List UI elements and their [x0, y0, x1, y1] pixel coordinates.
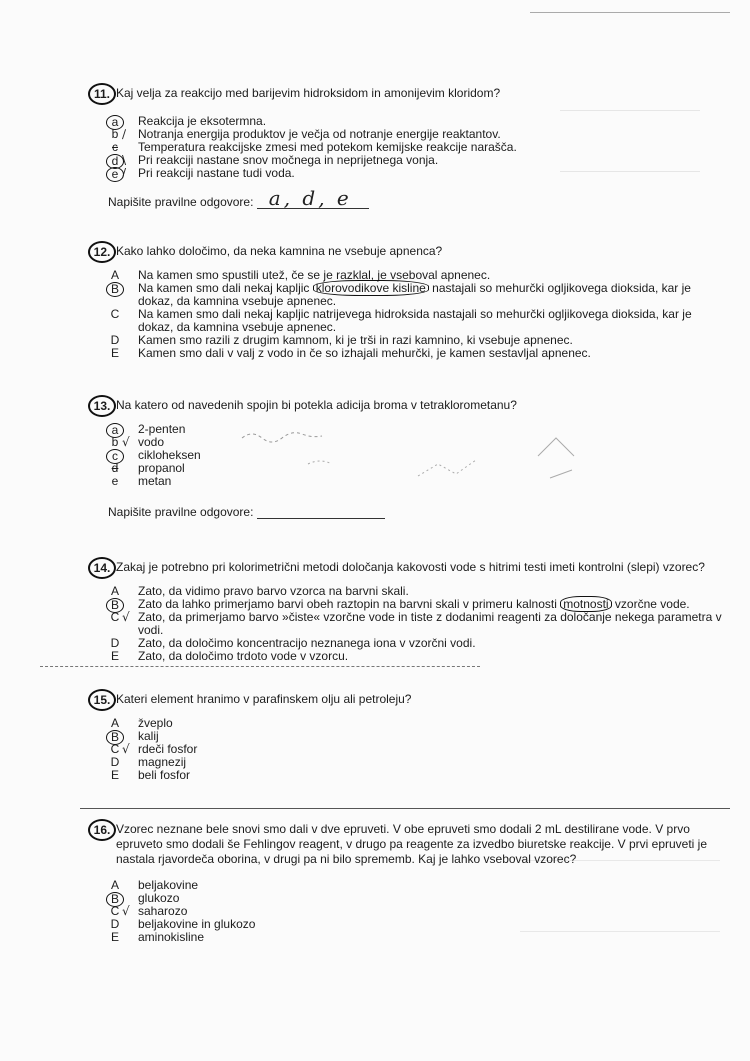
question-12-text	[88, 244, 728, 259]
question-stem: Vzorec neznane bele snovi smo dali v dve epruveti. V obe epruveti smo dodali 2 mL destilirane vode. V prvo epruveto smo dodali še Fehlingov reagent, v drugo pa reagente za izvedbo biuretske reakcije. V prvi epruveti je nastala rjavordeča oborina, v drugi pa ni bilo sprememb. Kaj je lahko vseboval vzorec?	[116, 822, 708, 866]
option-letter: B	[106, 730, 124, 745]
answer-label: Napišite pravilne odgovore:	[108, 505, 254, 519]
circled-phrase: klorovodikove kisline	[313, 280, 429, 296]
option-c[interactable]	[108, 308, 728, 334]
option-b[interactable]	[108, 730, 728, 743]
option-letter: E	[110, 346, 119, 360]
option-letter: B	[106, 282, 124, 297]
option-letter: e	[106, 167, 124, 182]
option-e[interactable]	[108, 650, 728, 663]
option-letter: b	[111, 127, 119, 141]
option-letter: D	[110, 755, 120, 769]
option-text: magnezij	[138, 755, 187, 769]
option-letter: C	[110, 742, 120, 756]
option-letter: A	[110, 584, 119, 598]
option-letter: D	[110, 333, 120, 347]
option-letter: a	[106, 115, 124, 130]
option-text: cikloheksen	[138, 448, 201, 462]
option-c[interactable]	[108, 611, 728, 637]
option-text: rdeči fosfor	[138, 742, 198, 756]
option-e[interactable]	[108, 931, 728, 944]
option-text: aminokisline	[138, 930, 205, 944]
option-text-after: nastajali so mehurčki ogljikovega dioksida, kar je dokaz, da kamnina vsebuje apnenec.	[138, 281, 691, 308]
option-text: Na kamen smo spustili utež, če se je razklal, je vseboval apnenec.	[138, 268, 491, 282]
handwritten-answer: a, d, e	[268, 186, 352, 210]
option-letter: a	[106, 423, 124, 438]
question-14-text	[88, 560, 728, 575]
option-text-after: vzorčne vode.	[614, 597, 690, 611]
checkmark-icon: √	[122, 904, 130, 918]
question-number: 16.	[88, 819, 116, 841]
question-14	[88, 560, 728, 663]
option-text: beljakovine in glukozo	[138, 917, 256, 931]
question-stem: Kako lahko določimo, da neka kamnina ne vsebuje apnenca?	[116, 244, 443, 258]
question-12	[88, 244, 728, 360]
option-text-before: Zato da lahko primerjamo barvi obeh raztopin na barvni skali v primeru kalnosti	[138, 597, 557, 611]
option-text-before: Na kamen smo dali nekaj kapljic	[138, 281, 310, 295]
option-text: propanol	[138, 461, 185, 475]
option-text: metan	[138, 474, 172, 488]
answer-row	[108, 504, 728, 519]
option-text: Reakcija je eksotermna.	[138, 114, 267, 128]
dashed-divider	[40, 666, 480, 667]
option-letter: d	[111, 461, 119, 475]
option-text: glukozo	[138, 891, 180, 905]
question-stem: Kaj velja za reakcijo med barijevim hidroksidom in amonijevim kloridom?	[116, 86, 501, 100]
option-letter: E	[110, 930, 119, 944]
answer-field[interactable]	[257, 186, 369, 210]
question-number: 12.	[88, 241, 116, 263]
option-list	[88, 717, 728, 782]
answer-label: Napišite pravilne odgovore:	[108, 195, 254, 209]
bleed-through-marks	[560, 110, 700, 172]
option-text: žveplo	[138, 716, 173, 730]
question-stem: Kateri element hranimo v parafinskem olju ali petroleju?	[116, 692, 412, 706]
question-15-text	[88, 692, 728, 707]
question-number: 13.	[88, 395, 116, 417]
option-letter: C	[110, 307, 120, 321]
option-letter: B	[106, 598, 124, 613]
checkmark-icon: √	[122, 610, 130, 624]
option-text: vodo	[138, 435, 165, 449]
option-letter: D	[110, 917, 120, 931]
option-letter: A	[110, 716, 119, 730]
bleed-through-marks	[520, 860, 720, 932]
checkmark-icon: √	[122, 742, 130, 756]
option-text: Pri reakciji nastane tudi voda.	[138, 166, 295, 180]
question-13	[88, 398, 728, 519]
option-list	[88, 269, 728, 360]
option-letter: E	[110, 768, 119, 782]
question-11-text	[88, 86, 728, 101]
checkmark-icon: √	[122, 435, 130, 449]
option-c[interactable]	[108, 743, 728, 756]
option-text: Zato, da določimo trdoto vode v vzorcu.	[138, 649, 349, 663]
option-b[interactable]	[108, 282, 728, 308]
option-text: Kamen smo razili z drugim kamnom, ki je trši in razi kamnino, ki vsebuje apnenec.	[138, 333, 573, 347]
scan-edge-line	[530, 12, 730, 13]
option-letter: C	[110, 610, 120, 624]
pencil-scribbles	[238, 416, 638, 496]
option-d[interactable]	[108, 756, 728, 769]
answer-field[interactable]	[257, 504, 385, 519]
option-list	[88, 585, 728, 663]
question-number: 15.	[88, 689, 116, 711]
option-e[interactable]	[108, 769, 728, 782]
option-text: Zato, da vidimo pravo barvo vzorca na barvni skali.	[138, 584, 409, 598]
option-letter: C	[110, 904, 120, 918]
option-text: Na kamen smo dali nekaj kapljic natrijevega hidroksida nastajali so mehurčki ogljikovega dioksida, kar je dokaz, da kamnina vsebuje apnenec.	[138, 307, 692, 334]
option-letter: e	[111, 474, 119, 488]
option-text: Notranja energija produktov je večja od notranje energije reaktantov.	[138, 127, 501, 141]
option-letter: d	[106, 154, 124, 169]
option-e[interactable]	[108, 347, 728, 360]
question-stem: Na katero od navedenih spojin bi potekla adicija broma v tetraklorometanu?	[116, 398, 517, 412]
option-text: Zato, da določimo koncentracijo neznanega iona v vzorčni vodi.	[138, 636, 476, 650]
question-stem: Zakaj je potrebno pri kolorimetrični metodi določanja kakovosti vode s hitrimi testi imeti kontrolni (slepi) vzorec?	[116, 560, 705, 574]
checkmark-icon: ∕	[122, 127, 127, 141]
circled-phrase: motnosti	[560, 596, 611, 612]
option-text: Kamen smo dali v valj z vodo in če so izhajali mehurčki, je kamen sestavljal apnenec.	[138, 346, 591, 360]
option-letter: A	[110, 878, 119, 892]
option-text: beli fosfor	[138, 768, 191, 782]
section-divider	[80, 808, 730, 809]
checkmark-icon: \	[122, 153, 127, 167]
option-text: beljakovine	[138, 878, 199, 892]
option-letter: D	[110, 636, 120, 650]
option-letter: c	[112, 140, 118, 154]
option-text: Zato, da primerjamo barvo »čiste« vzorčne vode in tiste z dodanimi reagenti za določanje nekega parametra v vodi.	[138, 610, 722, 637]
option-letter: E	[110, 649, 119, 663]
question-13-text	[88, 398, 728, 413]
option-a[interactable]	[108, 717, 728, 730]
question-number: 11.	[88, 83, 116, 105]
option-text: Pri reakciji nastane snov močnega in neprijetnega vonja.	[138, 153, 439, 167]
option-letter: b	[111, 435, 119, 449]
question-15	[88, 692, 728, 782]
option-text: Temperatura reakcijske zmesi med potekom kemijske reakcije narašča.	[138, 140, 517, 154]
answer-row	[108, 186, 728, 210]
option-letter: B	[106, 892, 124, 907]
checkmark-icon: /	[122, 166, 127, 180]
option-text: saharozo	[138, 904, 188, 918]
option-text: 2-penten	[138, 422, 186, 436]
question-number: 14.	[88, 557, 116, 579]
option-letter: A	[110, 268, 119, 282]
option-letter: c	[106, 449, 124, 464]
option-text: kalij	[138, 729, 159, 743]
